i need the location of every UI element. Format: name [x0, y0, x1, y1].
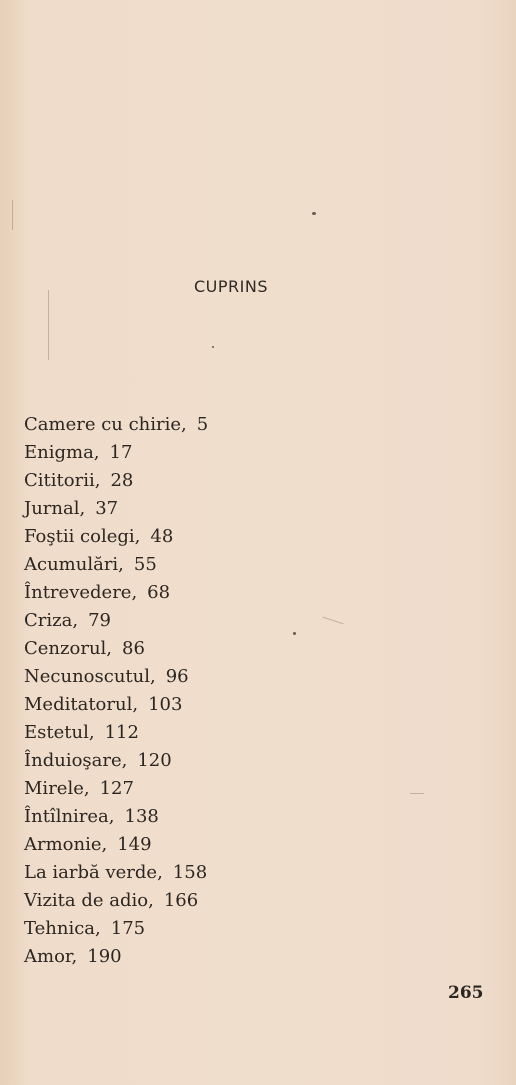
toc-entry-title: Foştii colegi, — [24, 526, 141, 547]
toc-entry-page: 17 — [109, 442, 133, 463]
toc-entry-page: 37 — [95, 498, 119, 519]
toc-entry-title: Întrevedere, — [24, 582, 138, 603]
toc-entry-page: 175 — [110, 918, 146, 939]
toc-entry-page: 96 — [165, 666, 189, 687]
paper-crease — [12, 200, 13, 230]
toc-entry — [24, 775, 208, 803]
toc-entry — [24, 635, 208, 663]
toc-entry — [24, 411, 208, 439]
toc-entry — [24, 523, 208, 551]
toc-entry-title: Criza, — [24, 610, 79, 631]
toc-entry-page: 103 — [148, 694, 183, 715]
toc-entry — [24, 439, 208, 467]
toc-entry-page: 138 — [124, 806, 159, 827]
toc-entry — [24, 887, 208, 915]
toc-entry — [24, 551, 208, 579]
toc-entry-title: Cititorii, — [24, 470, 101, 491]
toc-entry-title: Întîlnirea, — [24, 806, 115, 827]
toc-entry-title: Jurnal, — [24, 498, 86, 519]
toc-entry-page: 48 — [150, 526, 174, 547]
toc-entry-title: Mirele, — [24, 778, 90, 799]
toc-entry-page: 112 — [104, 722, 139, 743]
toc-entry-title: Camere cu chirie, — [24, 414, 187, 435]
toc-entry-title: Necunoscutul, — [24, 666, 156, 687]
paper-speck — [312, 212, 316, 215]
toc-entry-page: 158 — [172, 862, 208, 883]
toc-entry-title: Enigma, — [24, 442, 100, 463]
toc-entry-page: 5 — [196, 414, 209, 435]
toc-entry-title: Tehnica, — [24, 918, 101, 939]
toc-entry — [24, 915, 208, 943]
toc-entry — [24, 719, 208, 747]
paper-crease — [322, 617, 343, 625]
toc-entry — [24, 943, 208, 971]
toc-entry — [24, 747, 208, 775]
toc-entry-title: Estetul, — [24, 722, 95, 743]
toc-entry-title: Acumulări, — [24, 554, 124, 575]
toc-entry-page: 86 — [122, 638, 145, 659]
contents-heading: CUPRINS — [194, 277, 268, 296]
toc-entry-page: 120 — [137, 750, 172, 771]
toc-entry — [24, 691, 208, 719]
toc-entry-page: 28 — [110, 470, 134, 491]
toc-entry-page: 190 — [87, 946, 122, 967]
toc-entry — [24, 831, 208, 859]
paper-speck — [212, 346, 214, 348]
page-number: 265 — [448, 983, 484, 1003]
toc-entry-title: Armonie, — [24, 834, 108, 855]
toc-entry-title: La iarbă verde, — [24, 862, 163, 883]
toc-entry-page: 55 — [133, 554, 157, 575]
toc-entry — [24, 495, 208, 523]
toc-entry-page: 127 — [99, 778, 134, 799]
toc-entry — [24, 467, 208, 495]
toc-entry-page: 68 — [147, 582, 171, 603]
toc-entry-title: Amor, — [24, 946, 78, 967]
toc-entry-title: Înduioşare, — [24, 750, 128, 771]
paper-speck — [293, 632, 296, 635]
toc-entry — [24, 663, 208, 691]
paper-crease — [48, 290, 49, 360]
toc-entry — [24, 607, 208, 635]
toc-entry-title: Vizita de adio, — [24, 890, 154, 911]
toc-entry-title: Meditatorul, — [24, 694, 139, 715]
toc-entry — [24, 803, 208, 831]
toc-entry-page: 149 — [117, 834, 152, 855]
table-of-contents — [24, 411, 208, 971]
toc-entry-title: Cenzorul, — [24, 638, 113, 659]
paper-crease — [410, 793, 424, 794]
toc-entry-page: 79 — [88, 610, 111, 631]
toc-entry-page: 166 — [163, 890, 199, 911]
toc-entry — [24, 579, 208, 607]
toc-entry — [24, 859, 208, 887]
